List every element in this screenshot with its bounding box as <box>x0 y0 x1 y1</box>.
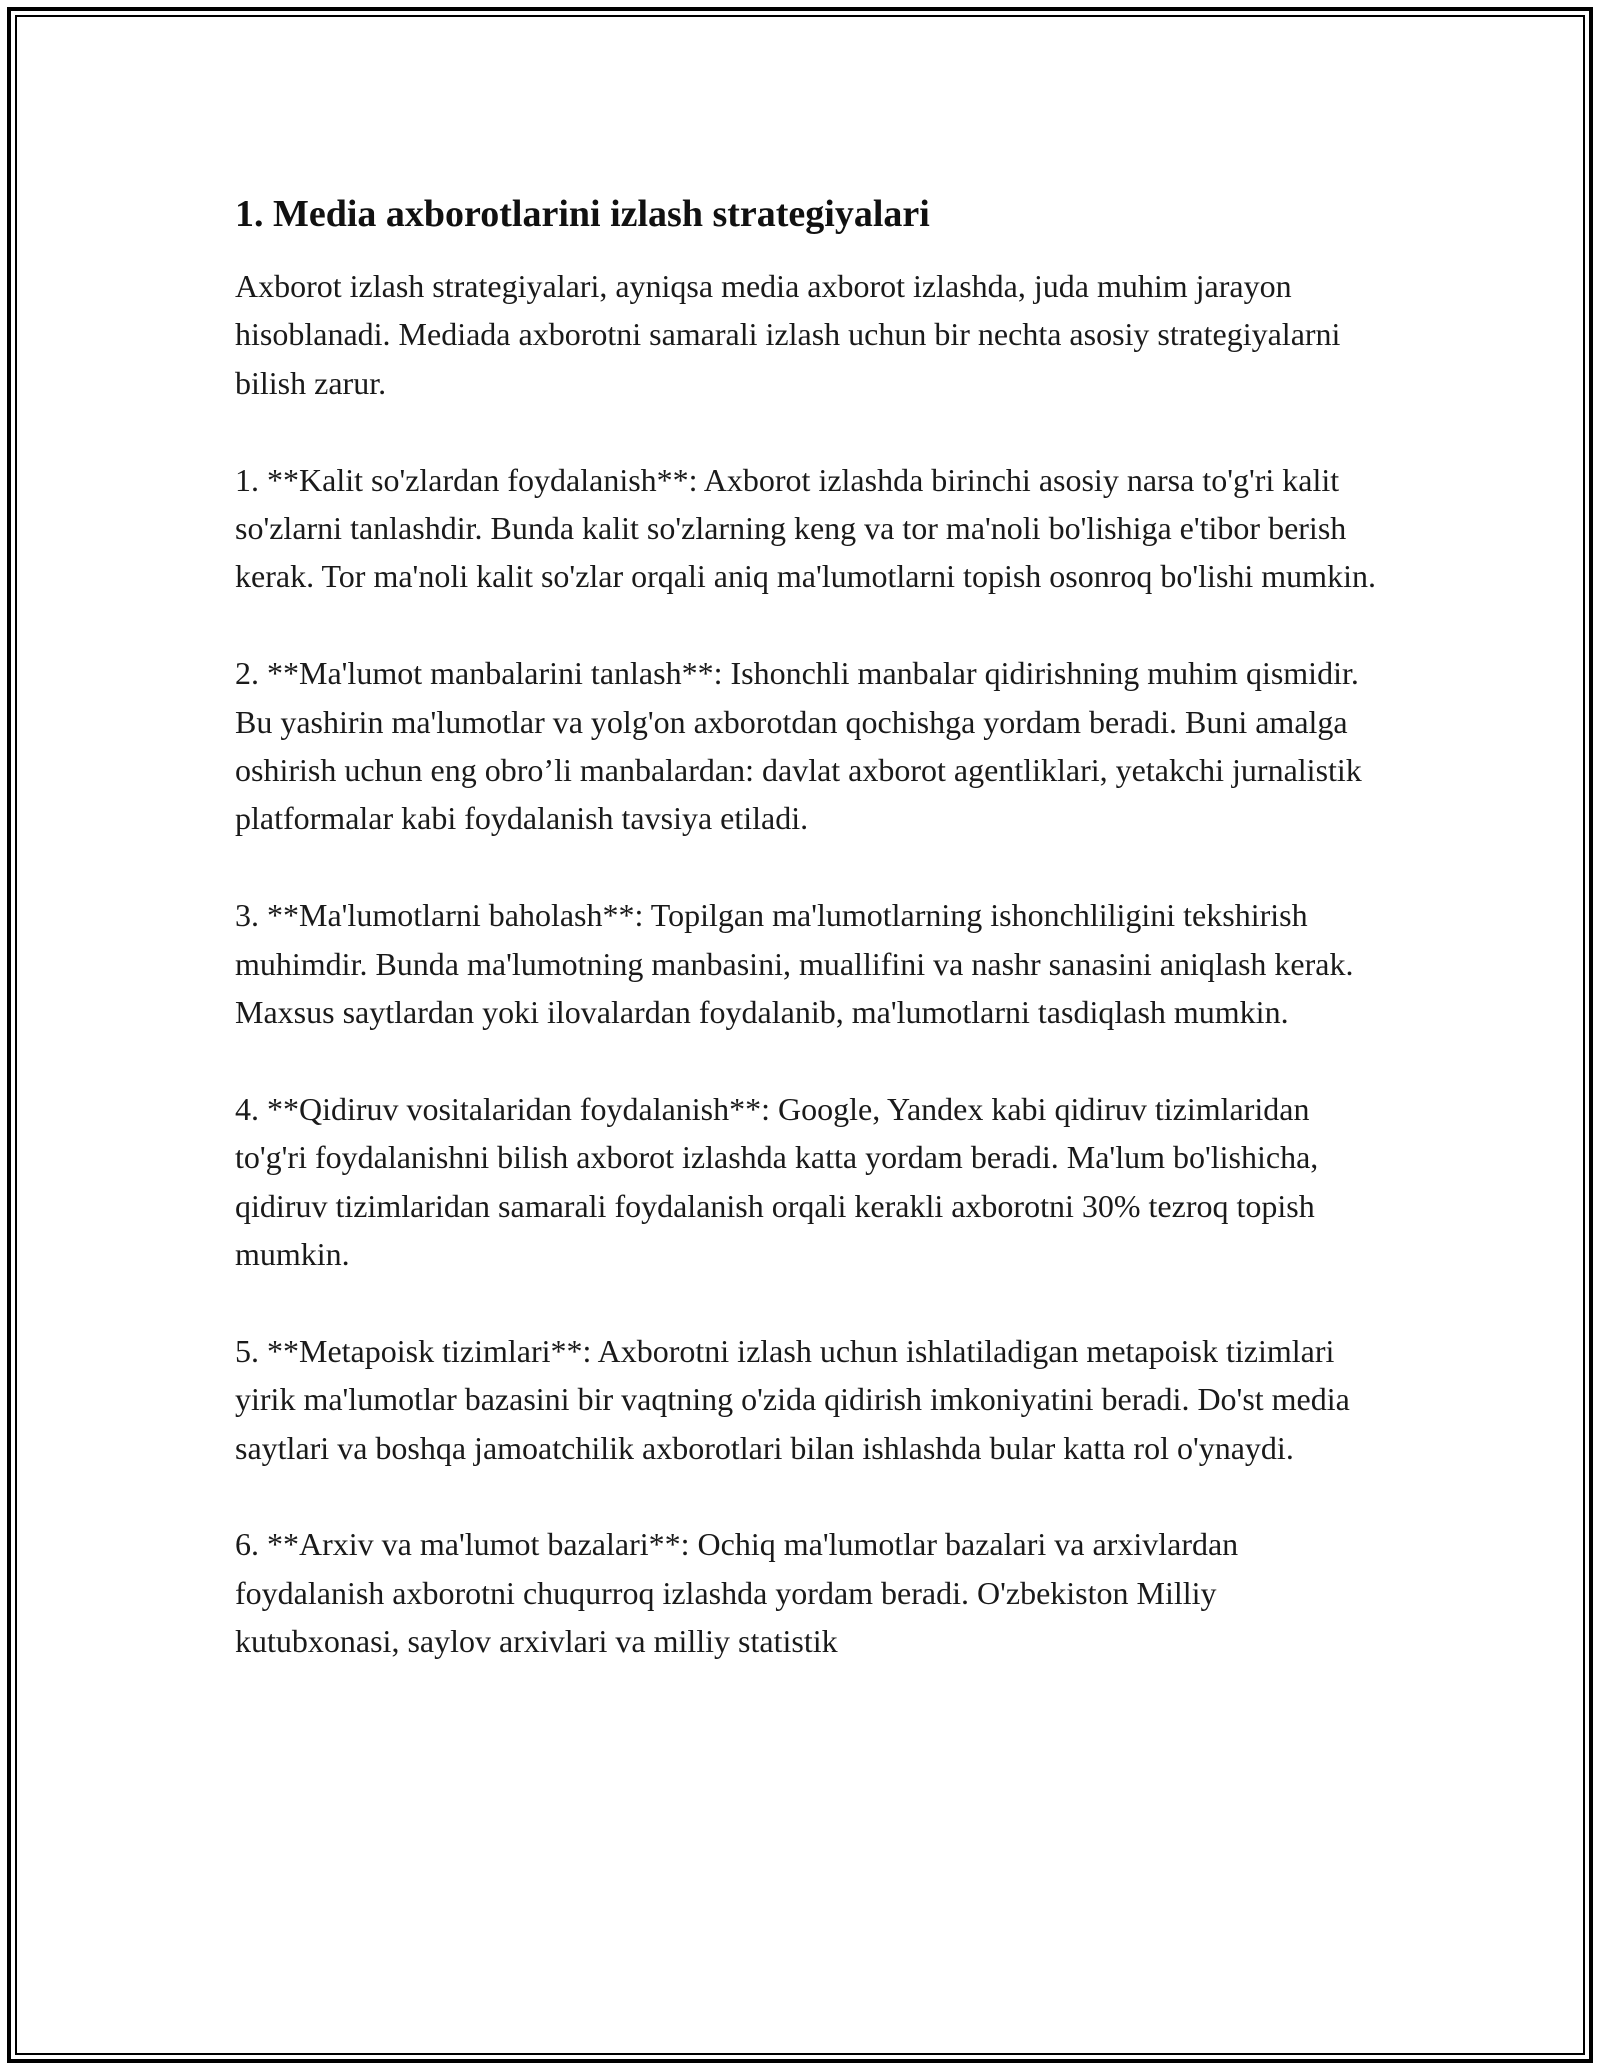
document-body <box>235 188 1385 1714</box>
section-heading: 1. Media axborotlarini izlash strategiyalari <box>235 193 930 235</box>
strategy-item-metasearch: 5. **Metapoisk tizimlari**: Axborotni izlash uchun ishlatiladigan metapoisk tizimlari yirik ma'lumotlar bazasini bir vaqtning o'zida qidirish imkoniyatini beradi. Do'st media saytlari va boshqa jamoatchilik axborotlari bilan ishlashda bular katta rol o'ynaydi. <box>235 1332 1350 1466</box>
strategy-item-archives: 6. **Arxiv va ma'lumot bazalari**: Ochiq ma'lumotlar bazalari va arxivlardan foydalanish axborotni chuqurroq izlashda yordam beradi. O'zbekiston Milliy kutubxonasi, saylov arxivlari va milliy statistik <box>235 1526 1239 1660</box>
intro-paragraph: Axborot izlash strategiyalari, ayniqsa media axborot izlashda, juda muhim jarayon hisoblanadi. Mediada axborotni samarali izlash uchun bir nechta asosiy strategiyalarni bilish zarur. <box>235 268 1341 401</box>
strategy-item-evaluation: 3. **Ma'lumotlarni baholash**: Topilgan ma'lumotlarning ishonchliligini tekshirish muhimdir. Bunda ma'lumotning manbasini, muallifini va nashr sanasini aniqlash kerak. Maxsus saytlardan yoki ilovalardan foydalanib, ma'lumotlarni tasdiqlash mumkin. <box>235 897 1354 1031</box>
strategy-item-search-tools: 4. **Qidiruv vositalaridan foydalanish**: Google, Yandex kabi qidiruv tizimlaridan to'g'ri foydalanishni bilish axborot izlashda katta yordam beradi. Ma'lum bo'lishicha, qidiruv tizimlaridan samarali foydalanish orqali kerakli axborotni 30% tezroq topish mumkin. <box>235 1090 1319 1273</box>
strategy-item-sources: 2. **Ma'lumot manbalarini tanlash**: Ishonchli manbalar qidirishning muhim qismidir. Bu yashirin ma'lumotlar va yolg'on axborotdan qochishga yordam beradi. Buni amalga oshirish uchun eng obro’li manbalardan: davlat axborot agentliklari, yetakchi jurnalistik platformalar kabi foydalanish tavsiya etiladi. <box>235 655 1362 837</box>
strategy-item-keywords: 1. **Kalit so'zlardan foydalanish**: Axborot izlashda birinchi asosiy narsa to'g'ri kalit so'zlarni tanlashdir. Bunda kalit so'zlarning keng va tor ma'noli bo'lishiga e'tibor berish kerak. Tor ma'noli kalit so'zlar orqali aniq ma'lumotlarni topish osonroq bo'lishi mumkin. <box>235 461 1376 595</box>
